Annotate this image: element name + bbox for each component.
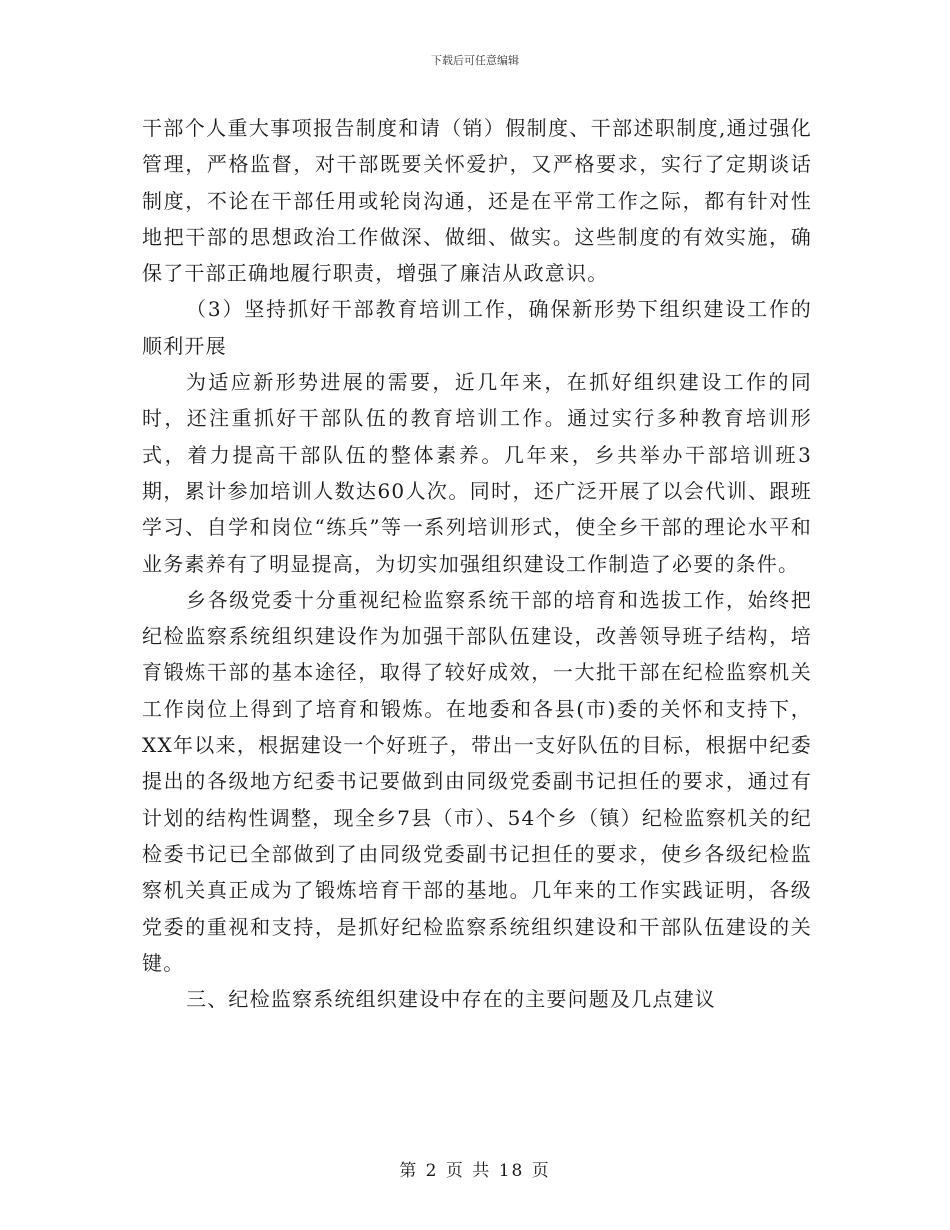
page-footer: 第 2 页 共 18 页 [399,1161,551,1181]
paragraph-cadre-selection: 乡各级党委十分重视纪检监察系统干部的培育和选拔工作，始终把纪检监察系统组织建设作为加强干部队伍建设，改善领导班子结构，培育锻炼干部的基本途径，取得了较好成效，一大批干部在纪检监察机关工作岗位上得到了培育和锻炼。在地委和各县(市)委的关怀和支持下，XX年以来，根据建设一个好班子，带出一支好队伍的目标，根据中纪委提出的各级地方纪委书记要做到由同级党委副书记担任的要求，通过有计划的结构性调整，现全乡7县（市）、54个乡（镇）纪检监察机关的纪检委书记已全部做到了由同级党委副书记担任的要求，使乡各级纪检监察机关真正成为了锻炼培育干部的基地。几年来的工作实践证明，各级党委的重视和支持，是抓好纪检监察系统组织建设和干部队伍建设的关键。 [142,587,812,975]
paragraph-training: 为适应新形势进展的需要，近几年来，在抓好组织建设工作的同时，还注重抓好干部队伍的教育培训工作。通过实行多种教育培训形式，着力提高干部队伍的整体素养。几年来，乡共举办干部培训班3期，累计参加培训人数达60人次。同时，还广泛开展了以会代训、跟班学习、自学和岗位“练兵”等一系列培训形式，使全乡干部的理论水平和业务素养有了明显提高，为切实加强组织建设工作制造了必要的条件。 [142,370,812,576]
page-header: 下载后可任意编辑 [431,54,519,67]
section-heading-three: 三、纪检监察系统组织建设中存在的主要问题及几点建议 [186,987,716,1012]
document-body [142,110,812,1017]
section-heading-3: （3）坚持抓好干部教育培训工作，确保新形势下组织建设工作的顺利开展 [142,297,812,358]
paragraph-continuation: 干部个人重大事项报告制度和请（销）假制度、干部述职制度,通过强化管理，严格监督，对干部既要关怀爱护，又严格要求，实行了定期谈话制度，不论在干部任用或轮岗沟通，还是在平常工作之际，都有针对性地把干部的思想政治工作做深、做细、做实。这些制度的有效实施，确保了干部正确地履行职责，增强了廉洁从政意识。 [142,116,812,286]
